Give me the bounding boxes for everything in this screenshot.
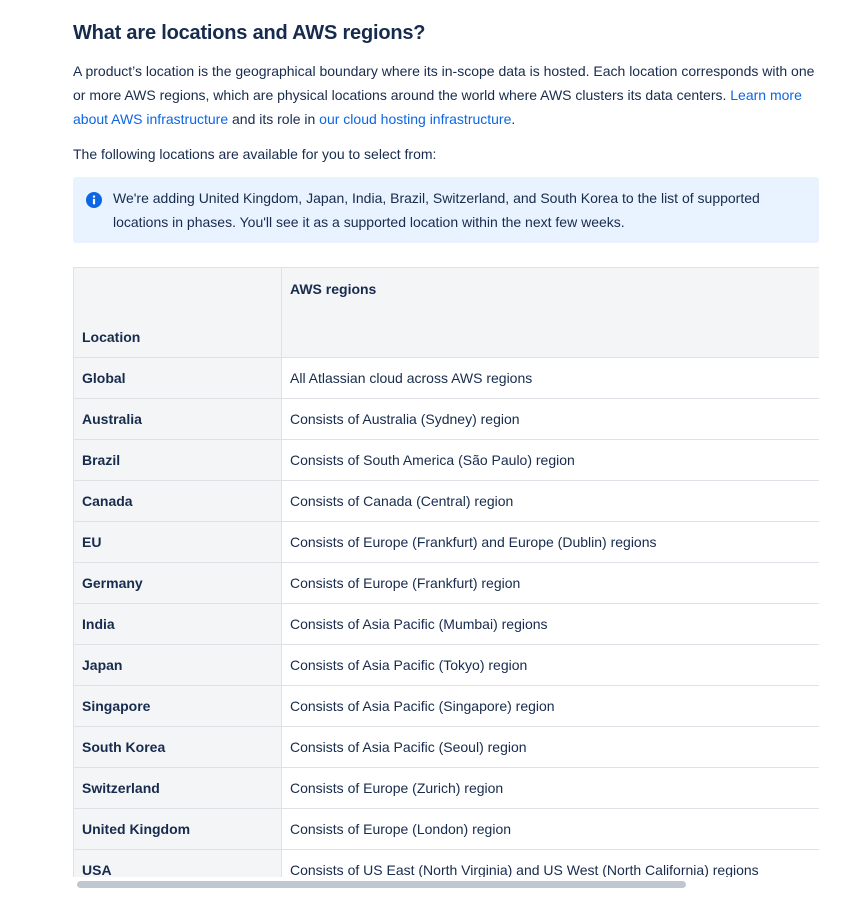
table-row (74, 440, 820, 481)
locations-table-container (73, 267, 819, 877)
location-cell: United Kingdom (74, 809, 282, 850)
aws-regions-cell: All Atlassian cloud across AWS regions (282, 358, 820, 399)
location-cell: EU (74, 522, 282, 563)
location-cell: Singapore (74, 686, 282, 727)
location-cell: Japan (74, 645, 282, 686)
aws-regions-cell: Consists of Asia Pacific (Singapore) region (282, 686, 820, 727)
location-cell: Australia (74, 399, 282, 440)
table-row (74, 481, 820, 522)
info-icon (86, 192, 102, 208)
table-row (74, 727, 820, 768)
location-cell: USA (74, 850, 282, 878)
info-panel-text: We're adding United Kingdom, Japan, India, Brazil, Switzerland, and South Korea to the list of supported locations in phases. You'll see it as a supported location within the next few weeks. (113, 190, 760, 230)
table-row (74, 850, 820, 878)
table-row (74, 604, 820, 645)
intro-text-after: . (511, 111, 516, 127)
table-row (74, 768, 820, 809)
location-column-header: Location (74, 268, 282, 358)
horizontal-scrollbar[interactable] (73, 880, 819, 890)
aws-regions-cell: Consists of Europe (Zurich) region (282, 768, 820, 809)
location-cell: Brazil (74, 440, 282, 481)
aws-regions-cell: Consists of Canada (Central) region (282, 481, 820, 522)
aws-regions-cell: Consists of Asia Pacific (Tokyo) region (282, 645, 820, 686)
table-row (74, 809, 820, 850)
table-row (74, 645, 820, 686)
location-cell: Switzerland (74, 768, 282, 809)
section-heading: What are locations and AWS regions? (73, 22, 426, 44)
locations-table (73, 267, 819, 877)
table-header-row (74, 268, 820, 358)
table-row (74, 399, 820, 440)
location-cell: Germany (74, 563, 282, 604)
location-cell: South Korea (74, 727, 282, 768)
aws-regions-cell: Consists of Europe (London) region (282, 809, 820, 850)
aws-infrastructure-link[interactable]: Learn more about AWS infrastructure (73, 87, 802, 127)
table-row (74, 358, 820, 399)
table-row (74, 686, 820, 727)
intro-paragraph (73, 59, 819, 131)
aws-regions-cell: Consists of South America (São Paulo) region (282, 440, 820, 481)
available-locations-text: The following locations are available for you to select from: (73, 146, 437, 162)
location-cell: Global (74, 358, 282, 399)
scrollbar-thumb[interactable] (77, 881, 686, 888)
intro-text-middle: and its role in (228, 111, 320, 127)
table-row (74, 563, 820, 604)
aws-regions-column-header: AWS regions (282, 268, 820, 358)
info-panel (73, 177, 819, 243)
table-row (74, 522, 820, 563)
aws-regions-cell: Consists of Asia Pacific (Mumbai) regions (282, 604, 820, 645)
intro-text-before: A product’s location is the geographical boundary where its in-scope data is hosted. Each location corresponds with one or more AWS regions, which are physical locations around the world where AWS clusters its data centers. (73, 63, 815, 103)
aws-regions-cell: Consists of US East (North Virginia) and US West (North California) regions (282, 850, 820, 878)
aws-regions-cell: Consists of Europe (Frankfurt) and Europe (Dublin) regions (282, 522, 820, 563)
aws-regions-cell: Consists of Asia Pacific (Seoul) region (282, 727, 820, 768)
location-cell: Canada (74, 481, 282, 522)
aws-regions-cell: Consists of Australia (Sydney) region (282, 399, 820, 440)
location-cell: India (74, 604, 282, 645)
cloud-hosting-link[interactable]: our cloud hosting infrastructure (319, 111, 512, 127)
aws-regions-cell: Consists of Europe (Frankfurt) region (282, 563, 820, 604)
